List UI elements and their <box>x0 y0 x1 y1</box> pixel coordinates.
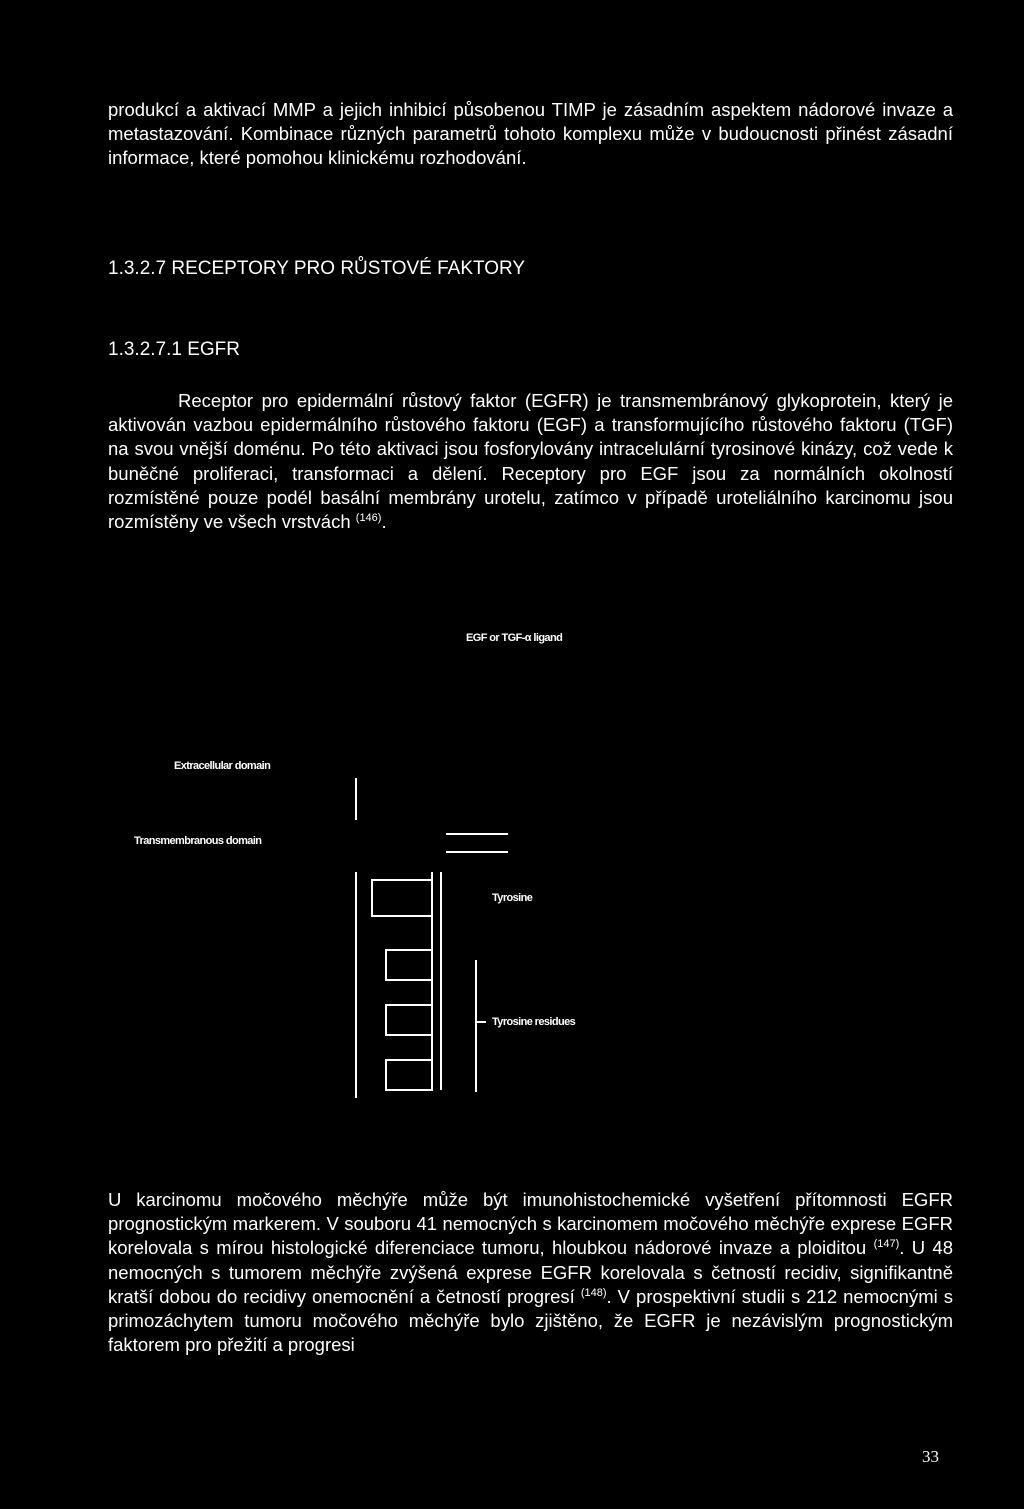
kinase-box-4 <box>386 1060 432 1090</box>
citation-148: (148) <box>580 1286 607 1299</box>
figure-tyrosine-residues-label: Tyrosine residues <box>492 1016 576 1028</box>
figure-tyrosine-label: Tyrosine <box>492 892 533 904</box>
paragraph-prognosis: U karcinomu močového měchýře může být imunohistochemické vyšetření přítomnosti EGFR prognostickým markerem. V souboru 41 nemocných s karcinomem močového měchýře exprese EGFR korelovala s mírou histologické diferenciace tumoru, hloubkou nádorové invaze a ploiditou $^{(147)}$. U 48 nemocných s tumorem měchýře zvýšená exprese EGFR korelovala s četností recidiv, signifikantně kratší dobou do recidivy onemocnění a četností progresí $^{(148)}$. V prospektivní studii s 212 nemocnými s primozáchytem tumoru močového měchýře bylo zjištěno, že EGFR je nezávislým prognostickým faktorem pro přežití a progresi <box>108 1189 954 1356</box>
figure-ligand-label: EGF or TGF-α ligand <box>466 632 563 644</box>
section-heading: 1.3.2.7 RECEPTORY PRO RŮSTOVÉ FAKTORY <box>108 258 526 279</box>
page-number: 33 <box>922 1447 939 1466</box>
figure-extracellular-label: Extracellular domain <box>174 760 271 772</box>
subsection-heading: 1.3.2.7.1 EGFR <box>108 339 241 360</box>
citation-146: (146) <box>355 512 382 525</box>
kinase-box-2 <box>386 950 432 980</box>
kinase-box-3 <box>386 1005 432 1035</box>
citation-147: (147) <box>873 1238 900 1251</box>
kinase-box-1 <box>372 880 432 916</box>
paragraph-intro: produkcí a aktivací MMP a jejich inhibicí působenou TIMP je zásadním aspektem nádorové invaze a metastazování. Kombinace různých parametrů tohoto komplexu může v budoucnosti přinést zásadní informace, které pomohou klinickému rozhodování. <box>108 99 953 169</box>
paragraph-egfr: Receptor pro epidermální růstový faktor (EGFR) je transmembránový glykoprotein, který je aktivován vazbou epidermálního růstového faktoru (EGF) a transformujícího růstového faktoru (TGF) na svou vnější doménu. Po této aktivaci jsou fosforylovány intracelulární tyrosinové kinázy, což vede k buněčné proliferaci, transformaci a dělení. Receptory pro EGF jsou za normálních okolností rozmístěné pouze podél basální membrány urotelu, zatímco v případě uroteliálního karcinomu jsou rozmístěny ve všech vrstvách $^{(146)}$. <box>108 390 953 533</box>
figure-transmembrane-label: Transmembranous domain <box>134 835 262 847</box>
